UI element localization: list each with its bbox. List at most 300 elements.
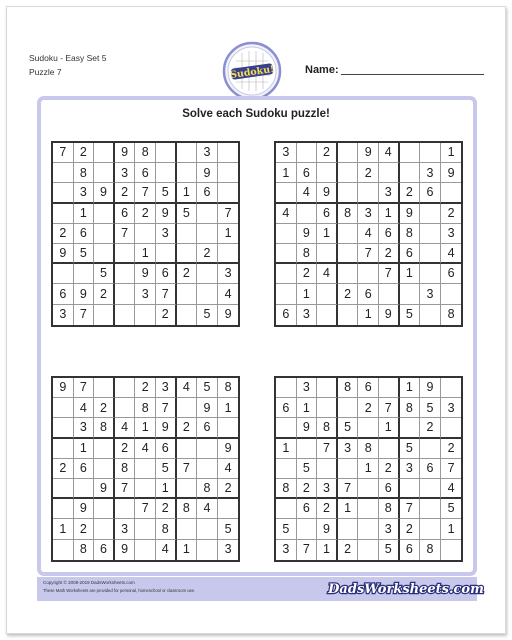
sudoku-given-cell: 9 bbox=[74, 499, 95, 519]
sudoku-given-cell: 2 bbox=[218, 479, 239, 499]
sudoku-empty-cell[interactable] bbox=[135, 540, 156, 560]
sudoku-empty-cell[interactable] bbox=[177, 163, 198, 183]
sudoku-given-cell: 7 bbox=[156, 398, 177, 418]
sudoku-empty-cell[interactable] bbox=[400, 163, 421, 183]
sudoku-given-cell: 4 bbox=[218, 459, 239, 479]
sudoku-empty-cell[interactable] bbox=[53, 163, 74, 183]
sudoku-given-cell: 3 bbox=[53, 305, 74, 325]
sudoku-given-cell: 3 bbox=[297, 378, 318, 398]
sudoku-empty-cell[interactable] bbox=[317, 398, 338, 418]
sudoku-given-cell: 2 bbox=[379, 459, 400, 479]
sudoku-empty-cell[interactable] bbox=[420, 519, 441, 539]
sudoku-board-3 bbox=[51, 376, 240, 562]
sudoku-empty-cell[interactable] bbox=[420, 264, 441, 284]
sudoku-given-cell: 4 bbox=[441, 244, 462, 264]
sudoku-empty-cell[interactable] bbox=[74, 479, 95, 499]
sudoku-given-cell: 7 bbox=[218, 204, 239, 224]
sudoku-given-cell: 7 bbox=[379, 264, 400, 284]
sudoku-given-cell: 3 bbox=[400, 459, 421, 479]
sudoku-given-cell: 3 bbox=[115, 163, 136, 183]
sudoku-empty-cell[interactable] bbox=[317, 284, 338, 304]
sudoku-empty-cell[interactable] bbox=[115, 284, 136, 304]
sudoku-given-cell: 9 bbox=[53, 244, 74, 264]
sudoku-given-cell: 2 bbox=[420, 418, 441, 438]
sudoku-given-cell: 8 bbox=[400, 398, 421, 418]
sudoku-given-cell: 5 bbox=[156, 183, 177, 203]
sudoku-given-cell: 9 bbox=[420, 378, 441, 398]
sudoku-empty-cell[interactable] bbox=[197, 540, 218, 560]
sudoku-empty-cell[interactable] bbox=[177, 224, 198, 244]
sudoku-given-cell: 6 bbox=[156, 264, 177, 284]
sudoku-empty-cell[interactable] bbox=[420, 439, 441, 459]
sudoku-given-cell: 9 bbox=[297, 418, 318, 438]
sudoku-empty-cell[interactable] bbox=[358, 540, 379, 560]
sudoku-given-cell: 2 bbox=[379, 244, 400, 264]
sudoku-given-cell: 8 bbox=[358, 439, 379, 459]
sudoku-given-cell: 5 bbox=[156, 459, 177, 479]
sudoku-given-cell: 3 bbox=[115, 519, 136, 539]
sudoku-given-cell: 6 bbox=[297, 163, 318, 183]
sudoku-empty-cell[interactable] bbox=[317, 378, 338, 398]
sudoku-given-cell: 8 bbox=[379, 499, 400, 519]
sudoku-empty-cell[interactable] bbox=[218, 163, 239, 183]
sudoku-given-cell: 4 bbox=[197, 499, 218, 519]
sudoku-given-cell: 7 bbox=[74, 305, 95, 325]
sudoku-empty-cell[interactable] bbox=[297, 439, 318, 459]
sudoku-empty-cell[interactable] bbox=[53, 540, 74, 560]
sudoku-given-cell: 2 bbox=[177, 418, 198, 438]
sudoku-empty-cell[interactable] bbox=[177, 398, 198, 418]
puzzle-number: Puzzle 7 bbox=[29, 67, 62, 77]
sudoku-empty-cell[interactable] bbox=[338, 163, 359, 183]
copyright-text: Copyright © 2008-2019 DadsWorksheets.com bbox=[43, 580, 135, 585]
sudoku-empty-cell[interactable] bbox=[197, 459, 218, 479]
sudoku-empty-cell[interactable] bbox=[358, 519, 379, 539]
sudoku-empty-cell[interactable] bbox=[115, 378, 136, 398]
sudoku-given-cell: 3 bbox=[441, 398, 462, 418]
sudoku-given-cell: 4 bbox=[297, 183, 318, 203]
sudoku-given-cell: 1 bbox=[441, 519, 462, 539]
name-field-line[interactable] bbox=[341, 74, 484, 75]
sudoku-empty-cell[interactable] bbox=[441, 418, 462, 438]
sudoku-empty-cell[interactable] bbox=[379, 439, 400, 459]
sudoku-given-cell: 2 bbox=[74, 143, 95, 163]
sudoku-board-2 bbox=[274, 141, 463, 327]
sudoku-given-cell: 6 bbox=[276, 398, 297, 418]
sudoku-given-cell: 2 bbox=[358, 163, 379, 183]
sudoku-given-cell: 8 bbox=[338, 204, 359, 224]
sudoku-given-cell: 8 bbox=[74, 163, 95, 183]
sudoku-given-cell: 2 bbox=[441, 439, 462, 459]
sudoku-given-cell: 5 bbox=[177, 204, 198, 224]
sudoku-given-cell: 8 bbox=[447, 307, 455, 322]
sudoku-empty-cell[interactable] bbox=[420, 143, 441, 163]
sudoku-given-cell: 1 bbox=[276, 163, 297, 183]
sudoku-given-cell: 9 bbox=[218, 439, 239, 459]
sudoku-given-cell: 2 bbox=[115, 183, 136, 203]
sudoku-empty-cell[interactable] bbox=[276, 224, 297, 244]
sudoku-given-cell: 1 bbox=[441, 143, 462, 163]
sudoku-empty-cell[interactable] bbox=[317, 163, 338, 183]
sudoku-given-cell: 3 bbox=[379, 519, 400, 539]
sudoku-empty-cell[interactable] bbox=[156, 163, 177, 183]
sudoku-empty-cell[interactable] bbox=[276, 418, 297, 438]
instruction-text: Solve each Sudoku puzzle! bbox=[182, 108, 330, 120]
sudoku-given-cell: 4 bbox=[177, 378, 198, 398]
sudoku-given-cell: 6 bbox=[94, 540, 115, 560]
sudoku-empty-cell[interactable] bbox=[358, 479, 379, 499]
sudoku-empty-cell[interactable] bbox=[338, 519, 359, 539]
sudoku-given-cell: 4 bbox=[135, 439, 156, 459]
sudoku-empty-cell[interactable] bbox=[94, 499, 115, 519]
sudoku-empty-cell[interactable] bbox=[297, 519, 318, 539]
sudoku-given-cell: 6 bbox=[156, 439, 177, 459]
sudoku-given-cell: 1 bbox=[177, 540, 198, 560]
sudoku-given-cell: 5 bbox=[197, 378, 218, 398]
sudoku-empty-cell[interactable] bbox=[338, 183, 359, 203]
sudoku-empty-cell[interactable] bbox=[135, 519, 156, 539]
sudoku-given-cell: 1 bbox=[297, 398, 318, 418]
sudoku-empty-cell[interactable] bbox=[276, 264, 297, 284]
sudoku-empty-cell[interactable] bbox=[53, 264, 74, 284]
sudoku-given-cell: 5 bbox=[379, 540, 400, 560]
sudoku-given-cell: 7 bbox=[53, 143, 74, 163]
sudoku-given-cell: 1 bbox=[317, 224, 338, 244]
sudoku-empty-cell[interactable] bbox=[297, 143, 318, 163]
sudoku-given-cell: 1 bbox=[400, 378, 421, 398]
sudoku-given-cell: 2 bbox=[177, 264, 198, 284]
sudoku-given-cell: 9 bbox=[358, 143, 379, 163]
sudoku-empty-cell[interactable] bbox=[197, 439, 218, 459]
sudoku-empty-cell[interactable] bbox=[276, 378, 297, 398]
sudoku-given-cell: 9 bbox=[224, 307, 232, 322]
sudoku-given-cell: 5 bbox=[338, 418, 359, 438]
sudoku-empty-cell[interactable] bbox=[276, 284, 297, 304]
sudoku-empty-cell[interactable] bbox=[115, 244, 136, 264]
sudoku-empty-cell[interactable] bbox=[94, 305, 115, 325]
sudoku-given-cell: 6 bbox=[379, 224, 400, 244]
sudoku-given-cell: 9 bbox=[317, 183, 338, 203]
sudoku-empty-cell[interactable] bbox=[338, 143, 359, 163]
sudoku-empty-cell[interactable] bbox=[276, 183, 297, 203]
sudoku-given-cell: 9 bbox=[317, 519, 338, 539]
sudoku-given-cell: 4 bbox=[156, 540, 177, 560]
sudoku-given-cell: 1 bbox=[379, 204, 400, 224]
sudoku-given-cell: 5 bbox=[400, 439, 421, 459]
sudoku-empty-cell[interactable] bbox=[156, 244, 177, 264]
sudoku-given-cell: 3 bbox=[276, 540, 297, 560]
sudoku-empty-cell[interactable] bbox=[94, 244, 115, 264]
sudoku-empty-cell[interactable] bbox=[420, 244, 441, 264]
sudoku-empty-cell[interactable] bbox=[338, 224, 359, 244]
sudoku-given-cell: 7 bbox=[400, 499, 421, 519]
sudoku-empty-cell[interactable] bbox=[135, 305, 156, 325]
sudoku-given-cell: 6 bbox=[53, 284, 74, 304]
sudoku-given-cell: 6 bbox=[317, 204, 338, 224]
sudoku-given-cell: 9 bbox=[74, 284, 95, 304]
name-label: Name: bbox=[305, 64, 339, 76]
sudoku-empty-cell[interactable] bbox=[420, 305, 441, 325]
sudoku-given-cell: 3 bbox=[276, 143, 297, 163]
sudoku-given-cell: 1 bbox=[135, 418, 156, 438]
sudoku-given-cell: 9 bbox=[441, 163, 462, 183]
sudoku-empty-cell[interactable] bbox=[94, 163, 115, 183]
sudoku-board-1 bbox=[51, 141, 240, 327]
sudoku-empty-cell[interactable] bbox=[441, 183, 462, 203]
sudoku-empty-cell[interactable] bbox=[74, 264, 95, 284]
sudoku-empty-cell[interactable] bbox=[115, 398, 136, 418]
sudoku-empty-cell[interactable] bbox=[358, 499, 379, 519]
sudoku-given-cell: 8 bbox=[135, 398, 156, 418]
sudoku-empty-cell[interactable] bbox=[338, 398, 359, 418]
sudoku-given-cell: 2 bbox=[297, 479, 318, 499]
sudoku-empty-cell[interactable] bbox=[94, 224, 115, 244]
sudoku-empty-cell[interactable] bbox=[358, 264, 379, 284]
sudoku-given-cell: 7 bbox=[135, 183, 156, 203]
dadsworksheets-logo bbox=[328, 576, 484, 600]
sudoku-given-cell: 3 bbox=[197, 143, 218, 163]
sudoku-given-cell: 8 bbox=[74, 540, 95, 560]
sudoku-empty-cell[interactable] bbox=[358, 183, 379, 203]
sudoku-empty-cell[interactable] bbox=[177, 305, 198, 325]
sudoku-empty-cell[interactable] bbox=[276, 459, 297, 479]
sudoku-given-cell: 8 bbox=[338, 378, 359, 398]
sudoku-empty-cell[interactable] bbox=[197, 264, 218, 284]
sudoku-given-cell: 3 bbox=[297, 305, 318, 325]
sudoku-given-cell: 1 bbox=[338, 499, 359, 519]
sudoku-empty-cell[interactable] bbox=[53, 499, 74, 519]
sudoku-empty-cell[interactable] bbox=[379, 163, 400, 183]
sudoku-empty-cell[interactable] bbox=[317, 244, 338, 264]
sudoku-empty-cell[interactable] bbox=[218, 143, 239, 163]
sudoku-given-cell: 5 bbox=[297, 459, 318, 479]
sudoku-empty-cell[interactable] bbox=[177, 439, 198, 459]
sudoku-empty-cell[interactable] bbox=[94, 378, 115, 398]
sudoku-given-cell: 2 bbox=[197, 244, 218, 264]
sudoku-given-cell: 7 bbox=[441, 459, 462, 479]
sudoku-empty-cell[interactable] bbox=[94, 459, 115, 479]
sudoku-empty-cell[interactable] bbox=[420, 499, 441, 519]
sudoku-empty-cell[interactable] bbox=[197, 284, 218, 304]
sudoku-given-cell: 2 bbox=[358, 398, 379, 418]
sudoku-empty-cell[interactable] bbox=[379, 378, 400, 398]
sudoku-empty-cell[interactable] bbox=[177, 143, 198, 163]
sudoku-given-cell: 1 bbox=[400, 264, 421, 284]
sudoku-empty-cell[interactable] bbox=[420, 224, 441, 244]
sudoku-empty-cell[interactable] bbox=[53, 183, 74, 203]
sudoku-given-cell: 3 bbox=[218, 264, 239, 284]
sudoku-given-cell: 2 bbox=[297, 264, 318, 284]
sudoku-given-cell: 5 bbox=[94, 264, 115, 284]
sudoku-empty-cell[interactable] bbox=[218, 418, 239, 438]
sudoku-given-cell: 4 bbox=[276, 204, 297, 224]
sudoku-empty-cell[interactable] bbox=[218, 183, 239, 203]
sudoku-given-cell: 7 bbox=[317, 439, 338, 459]
sudoku-empty-cell[interactable] bbox=[218, 499, 239, 519]
sudoku-empty-cell[interactable] bbox=[197, 204, 218, 224]
sudoku-given-cell: 7 bbox=[156, 284, 177, 304]
sudoku-given-cell: 3 bbox=[420, 163, 441, 183]
sudoku-empty-cell[interactable] bbox=[115, 264, 136, 284]
sudoku-given-cell: 2 bbox=[338, 284, 359, 304]
sudoku-given-cell: 2 bbox=[317, 143, 338, 163]
sudoku-given-cell: 5 bbox=[400, 305, 421, 325]
sudoku-given-cell: 8 bbox=[400, 224, 421, 244]
sudoku-empty-cell[interactable] bbox=[400, 418, 421, 438]
sudoku-given-cell: 2 bbox=[441, 204, 462, 224]
sudoku-given-cell: 6 bbox=[276, 305, 297, 325]
sudoku-empty-cell[interactable] bbox=[297, 204, 318, 224]
sudoku-given-cell: 2 bbox=[156, 305, 177, 325]
sudoku-given-cell: 8 bbox=[156, 519, 177, 539]
sudoku-empty-cell[interactable] bbox=[420, 479, 441, 499]
sudoku-given-cell: 3 bbox=[420, 284, 441, 304]
sudoku-empty-cell[interactable] bbox=[53, 398, 74, 418]
sudoku-given-cell: 3 bbox=[441, 224, 462, 244]
sudoku-empty-cell[interactable] bbox=[317, 305, 338, 325]
sudoku-given-cell: 7 bbox=[115, 224, 136, 244]
sudoku-given-cell: 6 bbox=[441, 264, 462, 284]
sudoku-given-cell: 2 bbox=[135, 378, 156, 398]
sudoku-given-cell: 6 bbox=[115, 204, 136, 224]
sudoku-given-cell: 6 bbox=[197, 418, 218, 438]
sudoku-empty-cell[interactable] bbox=[53, 479, 74, 499]
sudoku-given-cell: 1 bbox=[74, 204, 95, 224]
sudoku-empty-cell[interactable] bbox=[338, 264, 359, 284]
sudoku-empty-cell[interactable] bbox=[400, 143, 421, 163]
sudoku-given-cell: 6 bbox=[400, 244, 421, 264]
sudoku-given-cell: 4 bbox=[358, 224, 379, 244]
sudoku-empty-cell[interactable] bbox=[177, 244, 198, 264]
sudoku-empty-cell[interactable] bbox=[135, 224, 156, 244]
sudoku-given-cell: 9 bbox=[197, 398, 218, 418]
sudoku-empty-cell[interactable] bbox=[94, 204, 115, 224]
sudoku-empty-cell[interactable] bbox=[115, 305, 136, 325]
sudoku-empty-cell[interactable] bbox=[420, 204, 441, 224]
sudoku-given-cell: 5 bbox=[276, 519, 297, 539]
sudoku-empty-cell[interactable] bbox=[338, 459, 359, 479]
sudoku-empty-cell[interactable] bbox=[53, 418, 74, 438]
sudoku-empty-cell[interactable] bbox=[94, 439, 115, 459]
sudoku-given-cell: 4 bbox=[317, 264, 338, 284]
sudoku-given-cell: 8 bbox=[218, 378, 239, 398]
sudoku-empty-cell[interactable] bbox=[135, 479, 156, 499]
sudoku-given-cell: 4 bbox=[379, 143, 400, 163]
sudoku-given-cell: 8 bbox=[115, 459, 136, 479]
sudoku-empty-cell[interactable] bbox=[94, 519, 115, 539]
sudoku-empty-cell[interactable] bbox=[400, 284, 421, 304]
sudoku-empty-cell[interactable] bbox=[135, 459, 156, 479]
sudoku-empty-cell[interactable] bbox=[400, 479, 421, 499]
sudoku-given-cell: 4 bbox=[115, 418, 136, 438]
sudoku-given-cell: 2 bbox=[317, 499, 338, 519]
sudoku-given-cell: 3 bbox=[156, 224, 177, 244]
sudoku-given-cell: 2 bbox=[53, 459, 74, 479]
sudoku-empty-cell[interactable] bbox=[53, 439, 74, 459]
sudoku-given-cell: 1 bbox=[218, 398, 239, 418]
sudoku-given-cell: 6 bbox=[135, 163, 156, 183]
sudoku-given-cell: 1 bbox=[276, 439, 297, 459]
sudoku-empty-cell[interactable] bbox=[338, 244, 359, 264]
sudoku-given-cell: 9 bbox=[156, 418, 177, 438]
sudoku-given-cell: 6 bbox=[400, 540, 421, 560]
sudoku-given-cell: 3 bbox=[74, 183, 95, 203]
sudoku-empty-cell[interactable] bbox=[441, 284, 462, 304]
sudoku-empty-cell[interactable] bbox=[53, 204, 74, 224]
sudoku-given-cell: 2 bbox=[94, 398, 115, 418]
sudoku-empty-cell[interactable] bbox=[338, 305, 359, 325]
sudoku-given-cell: 1 bbox=[379, 418, 400, 438]
sudoku-given-cell: 7 bbox=[297, 540, 318, 560]
sudoku-given-cell: 1 bbox=[156, 479, 177, 499]
sudoku-empty-cell[interactable] bbox=[358, 418, 379, 438]
sudoku-given-cell: 4 bbox=[74, 398, 95, 418]
worksheet-title: Sudoku - Easy Set 5 bbox=[29, 53, 107, 63]
sudoku-empty-cell[interactable] bbox=[276, 499, 297, 519]
sudoku-given-cell: 8 bbox=[197, 479, 218, 499]
sudoku-given-cell: 8 bbox=[94, 418, 115, 438]
sudoku-empty-cell[interactable] bbox=[379, 284, 400, 304]
sudoku-given-cell: 8 bbox=[297, 244, 318, 264]
sudoku-board-4 bbox=[274, 376, 463, 562]
sudoku-empty-cell[interactable] bbox=[94, 143, 115, 163]
sudoku-empty-cell[interactable] bbox=[156, 143, 177, 163]
sudoku-given-cell: 2 bbox=[338, 540, 359, 560]
sudoku-given-cell: 2 bbox=[400, 519, 421, 539]
sudoku-empty-cell[interactable] bbox=[197, 224, 218, 244]
sudoku-given-cell: 1 bbox=[53, 519, 74, 539]
sudoku-empty-cell[interactable] bbox=[441, 540, 462, 560]
sudoku-empty-cell[interactable] bbox=[441, 378, 462, 398]
sudoku-empty-cell[interactable] bbox=[115, 499, 136, 519]
sudoku-given-cell: 2 bbox=[74, 519, 95, 539]
sudoku-logo bbox=[222, 41, 282, 101]
sudoku-given-cell: 8 bbox=[420, 540, 441, 560]
sudoku-given-cell: 1 bbox=[218, 224, 239, 244]
sudoku-given-cell: 6 bbox=[74, 459, 95, 479]
sudoku-given-cell: 6 bbox=[358, 378, 379, 398]
sudoku-given-cell: 1 bbox=[74, 439, 95, 459]
sudoku-empty-cell[interactable] bbox=[177, 519, 198, 539]
sudoku-given-cell: 6 bbox=[420, 459, 441, 479]
usage-note: These Math Worksheets are provided for personal, homeschool or classroom use. bbox=[43, 588, 196, 593]
sudoku-empty-cell[interactable] bbox=[276, 244, 297, 264]
sudoku-given-cell: 3 bbox=[135, 284, 156, 304]
sudoku-given-cell: 9 bbox=[94, 479, 115, 499]
sudoku-empty-cell[interactable] bbox=[197, 519, 218, 539]
sudoku-given-cell: 9 bbox=[156, 204, 177, 224]
sudoku-given-cell: 3 bbox=[358, 204, 379, 224]
sudoku-given-cell: 8 bbox=[135, 143, 156, 163]
sudoku-given-cell: 9 bbox=[297, 224, 318, 244]
sudoku-empty-cell[interactable] bbox=[177, 284, 198, 304]
sudoku-given-cell: 7 bbox=[74, 378, 95, 398]
sudoku-empty-cell[interactable] bbox=[177, 479, 198, 499]
sudoku-given-cell: 7 bbox=[379, 398, 400, 418]
sudoku-given-cell: 8 bbox=[276, 479, 297, 499]
sudoku-given-cell: 1 bbox=[297, 284, 318, 304]
sudoku-given-cell: 3 bbox=[317, 479, 338, 499]
brand-text: DadsWorksheets.com bbox=[328, 582, 484, 597]
sudoku-empty-cell[interactable] bbox=[218, 244, 239, 264]
sudoku-given-cell: 2 bbox=[115, 439, 136, 459]
sudoku-given-cell: 9 bbox=[135, 264, 156, 284]
sudoku-given-cell: 2 bbox=[156, 499, 177, 519]
sudoku-empty-cell[interactable] bbox=[317, 459, 338, 479]
sudoku-given-cell: 2 bbox=[53, 224, 74, 244]
logo-text: Sudoku! bbox=[229, 63, 275, 82]
sudoku-given-cell: 7 bbox=[135, 499, 156, 519]
